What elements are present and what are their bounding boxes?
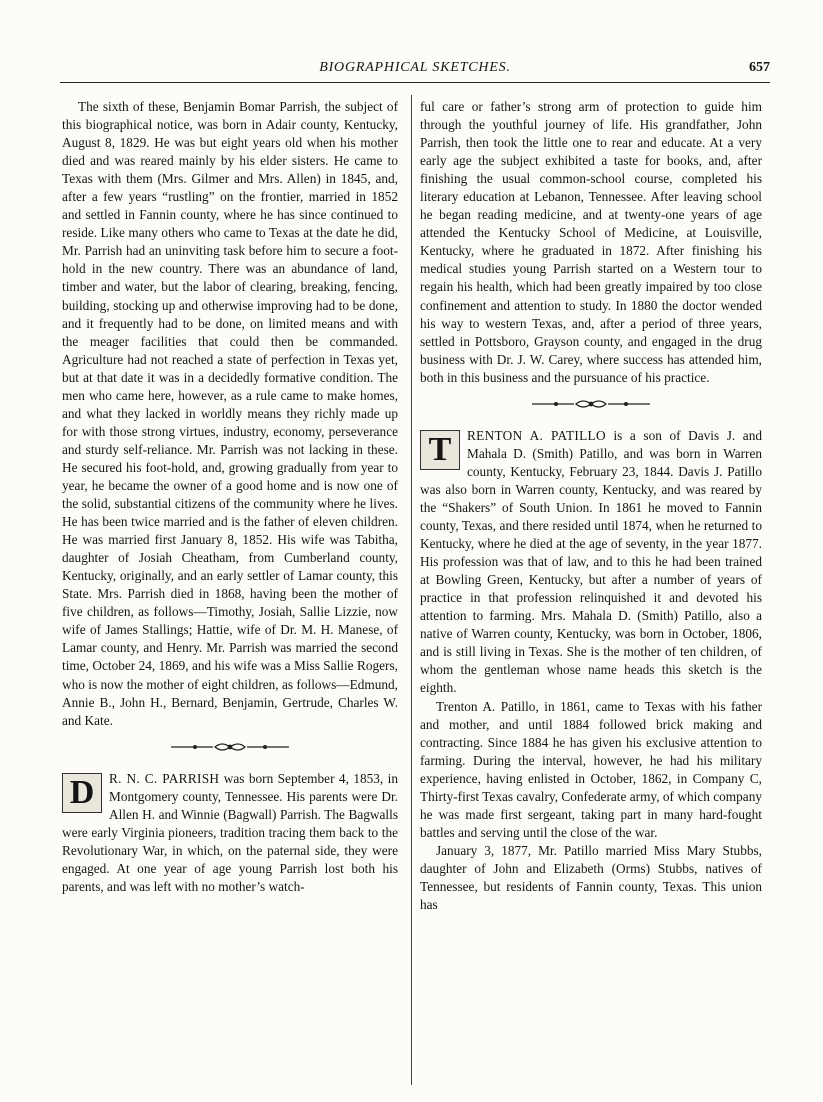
left-column	[62, 98, 398, 1083]
nc-parrish-text: was born September 4, 1853, in Montgomery county, Tennessee. His parents were Dr. Allen H. and Winnie (Bagwall) Parrish. The Bagwalls were early Virginia pioneers, tradition tracing them back to the Revolutionary War, in which, on the paternal side, they were engaged. At one year of age young Parrish lost both his parents, and was left with no mother’s watch-	[62, 770, 398, 894]
right-column	[420, 98, 762, 1083]
parrish-bio-paragraph: The sixth of these, Benjamin Bomar Parrish, the subject of this biographical notice, was born in Adair county, Kentucky, August 8, 1829. He was but eight years old when his mother died and was reared mainly by his elder sisters. He came to Texas with them (Mrs. Gilmer and Mrs. Allen) in 1845, and, after a few years “rustling” on the frontier, married in 1852 and settled in Fannin county, where he has since continued to reside. Like many others who came to Texas at the date he did, Mr. Parrish had an uninviting task before him to secure a foot-hold in the new country. There was an abundance of land, timber and water, but the labor of clearing, breaking, fencing, building, stocking up and otherwise improving had to be done, and it frequently had to be done, on limited means and with the meager facilities that could then be commanded. Agriculture had not reached a state of perfection in Texas yet, but at that date it was in a decidedly formative condition. The men who came here, however, as a rule came to make homes, and what they lacked in worldly means they richly made up for with those strong virtues, industry, economy, perseverance and sturdy self-reliance. Mr. Parrish was not lacking in these. He secured his foot-hold, and, growing gradually from year to year, he became the owner of a good home and is now one of the solid, substantial citizens of the community where he lives. He has been twice married and is the father of eleven children. He was married first January 8, 1852. His wife was Tabitha, daughter of Josiah Cheatham, from Cumberland county, Kentucky, originally, and an early settler of Lamar county, this State. Mrs. Parrish died in 1868, having been the mother of five children, as follows—Timothy, Josiah, Sallie Lizzie, now wife of James Stallings; Hattie, wife of Dr. M. H. Manese, of Lamar county, and Henry. Mr. Parrish was married the second time, October 24, 1869, and his wife was a Miss Sallie Rogers, who is now the mother of eight children, as follows—Edmund, Annie B., John H., Bernard, Benjamin, Gertrude, Charles W. and Kate.	[62, 99, 398, 728]
page-number: 657	[749, 60, 770, 75]
patillo-military-paragraph: Trenton A. Patillo, in 1861, came to Texas with his father and mother, and until 1884 followed brick making and contracting. Since 1884 he has given his exclusive attention to farming. During the interval, however, he had his military experience, having enlisted in October, 1862, in Company C, Thirty-first Texas cavalry, Confederate army, of which company he was made first sergeant, taking part in many hard-fought battles and serving until the close of the war.	[420, 698, 762, 840]
ornament-icon	[526, 398, 656, 410]
header-rule	[60, 82, 770, 83]
patillo-marriage-paragraph: January 3, 1877, Mr. Patillo married Miss Mary Stubbs, daughter of John and Elizabeth (Orms) Stubbs, natives of Tennessee, but residents of Fannin county, Texas. This union has	[420, 842, 762, 913]
ornament-divider-2	[420, 397, 762, 415]
column-divider	[411, 95, 412, 1085]
ornament-icon	[165, 741, 295, 753]
patillo-text: is a son of Davis J. and Mahala D. (Smith) Patillo, and was born in Warren county, Kentucky, February 23, 1844. Davis J. Patillo was also born in Warren county, Kentucky, and was reared by the “Shakers” of South Union. In 1861 he moved to Fannin county, Texas, and there resided until 1874, when he returned to Kentucky, where he died at the age of seventy, in the year 1877. His profession was that of law, and to this he had been trained at Bowling Green, Kentucky, but after a number of years of practice in that profession relinquished it and devoted his attention to farming. Mrs. Mahala D. (Smith) Patillo, also a native of Warren county, Kentucky, was born in October, 1806, and is still living in Texas. She is the mother of ten children, of whom the gentleman whose name heads this sketch is the eighth.	[420, 427, 762, 696]
nc-parrish-continuation: ful care or father’s strong arm of protection to guide him through the youthful journey of life. His grandfather, John Parrish, then took the little one to rear and educate. At a very early age the subject exhibited a taste for books, and, after finishing the usual common-school course, completed his literary education at Lebanon, Tennessee. After leaving school he began reading medicine, and at twenty-one years of age attended the Kentucky School of Medicine, at Louisville, Kentucky, where he graduated in 1872. After finishing his medical studies young Parrish started on a Western tour to regain his health, which had been greatly impaired by too close confinement and attention to study. In 1880 the doctor wended his way to western Texas, and, after a period of three years, settled in Pottsboro, Grayson county, and engaged in the drug business with Dr. J. W. Carey, where success has attended him, both in this business and the pursuance of his practice.	[420, 99, 762, 385]
running-head	[60, 58, 770, 80]
ornament-divider	[62, 740, 398, 758]
running-title: BIOGRAPHICAL SKETCHES.	[319, 60, 511, 75]
nc-parrish-paragraph	[62, 770, 398, 896]
nc-parrish-name: R. N. C. PARRISH	[109, 770, 220, 786]
drop-cap-d: D	[62, 773, 102, 813]
patillo-name: RENTON A. PATILLO	[467, 427, 606, 443]
patillo-paragraph	[420, 427, 762, 698]
drop-cap-t: T	[420, 430, 460, 470]
